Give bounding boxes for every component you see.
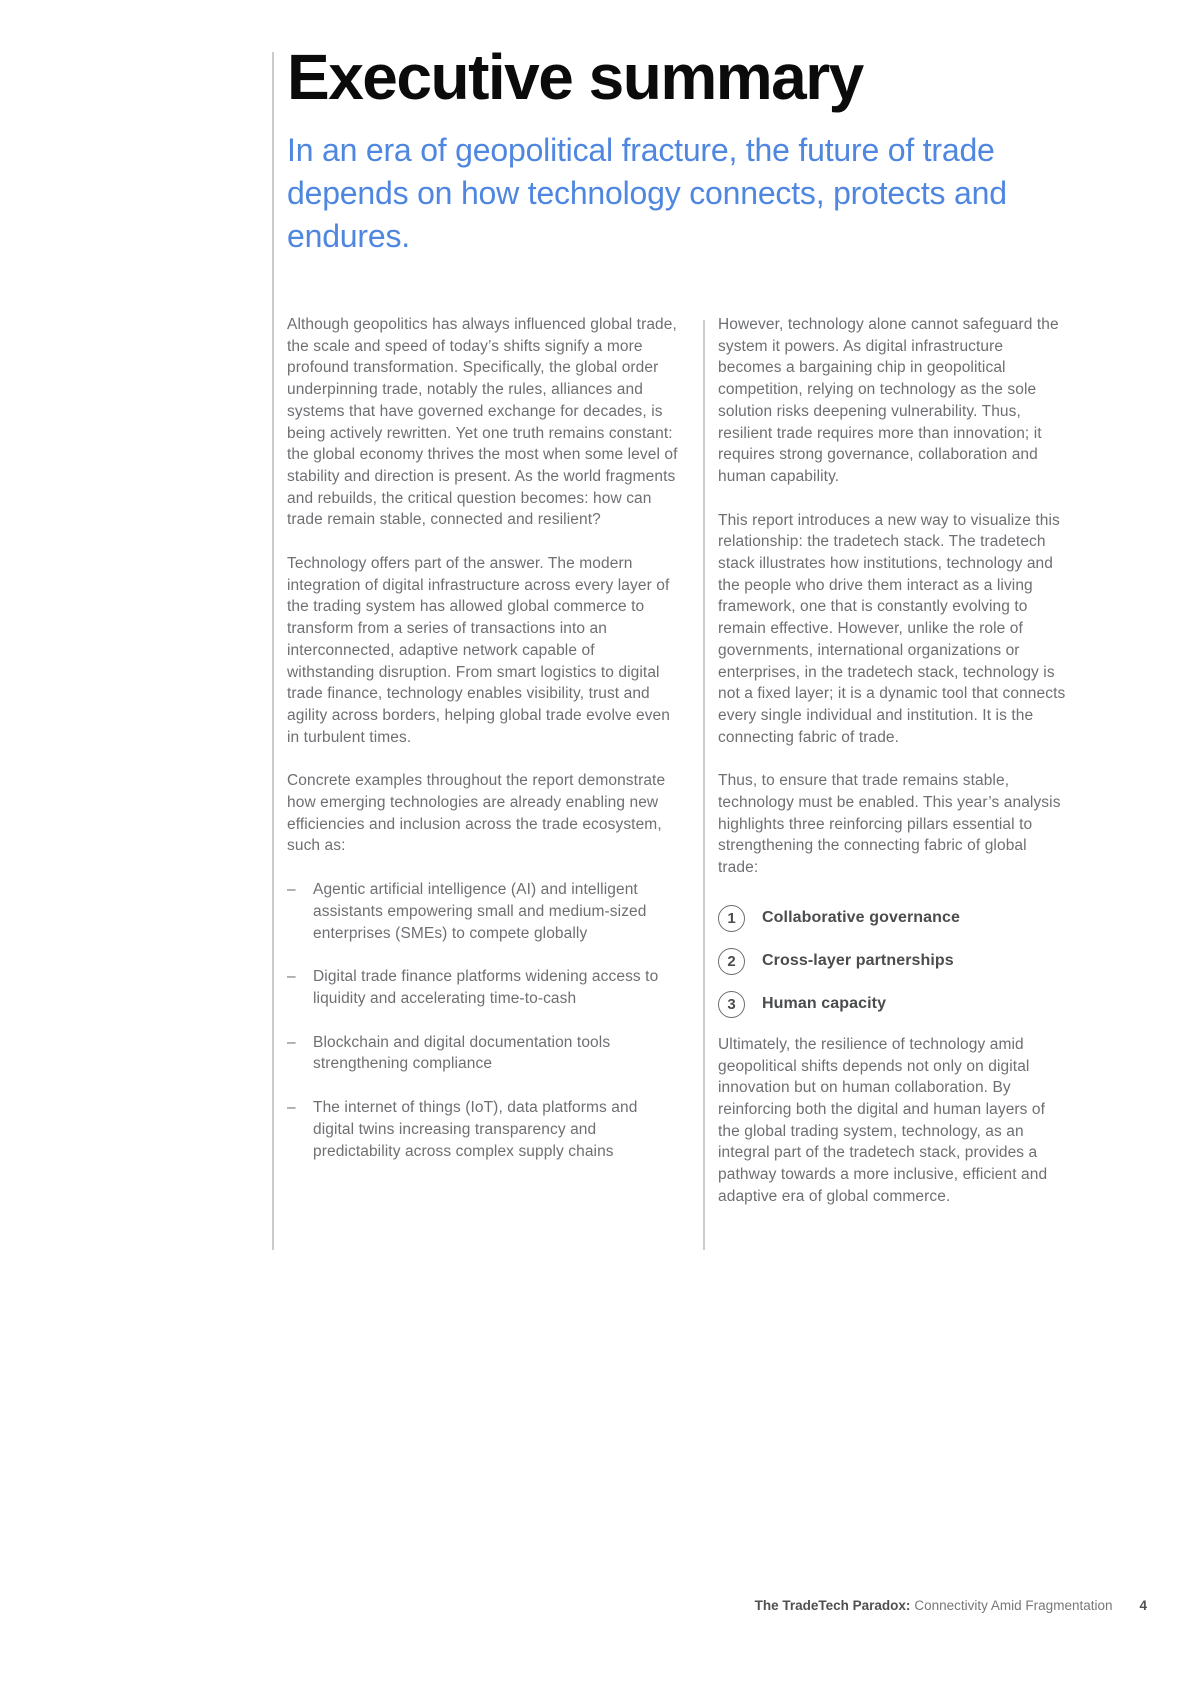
body-columns (287, 314, 1077, 1230)
list-item (287, 1097, 679, 1162)
pillar-number-badge: 3 (718, 991, 745, 1018)
pillar-item (718, 991, 1067, 1018)
list-item (287, 879, 679, 944)
title-block (287, 41, 1027, 258)
list-item-text: The internet of things (IoT), data platforms and digital twins increasing transparency and predictability across complex supply chains (313, 1099, 638, 1160)
pillar-number-badge: 2 (718, 948, 745, 975)
dash-marker: – (287, 1033, 296, 1051)
pillar-label: Cross-layer partnerships (762, 952, 954, 970)
dash-marker: – (287, 1099, 296, 1117)
pillar-list (718, 905, 1067, 1018)
list-item-text: Digital trade finance platforms widening access to liquidity and accelerating time-to-cash (313, 968, 659, 1007)
pillar-item (718, 948, 1067, 975)
dash-marker: – (287, 968, 296, 986)
dash-marker: – (287, 881, 296, 899)
page-number: 4 (1139, 1598, 1147, 1613)
report-subtitle: Connectivity Amid Fragmentation (914, 1598, 1113, 1613)
list-item-text: Agentic artificial intelligence (AI) and intelligent assistants empowering small and medium-sized enterprises (SMEs) to compete globally (313, 881, 647, 942)
paragraph: Ultimately, the resilience of technology amid geopolitical shifts depends not only on digital innovation but on human collaboration. By reinforcing both the digital and human layers of the global trading system, technology, as an integral part of the tradetech stack, provides a pathway towards a more inclusive, efficient and adaptive era of global commerce. (718, 1035, 1048, 1205)
right-column (718, 314, 1067, 1230)
page-subtitle: In an era of geopolitical fracture, the future of trade depends on how technology connects, protects and endures. (287, 132, 1007, 255)
list-item-text: Blockchain and digital documentation tools strengthening compliance (313, 1033, 611, 1073)
pillar-item (718, 905, 1067, 932)
list-item (287, 966, 679, 1009)
paragraph: Concrete examples throughout the report demonstrate how emerging technologies are already enabling new efficiencies and inclusion across the trade ecosystem, such as: (287, 772, 666, 855)
page-footer (755, 1598, 1147, 1613)
paragraph: Technology offers part of the answer. The modern integration of digital infrastructure across every layer of the trading system has allowed global commerce to transform from a series of transactions into an interconnected, adaptive network capable of withstanding disruption. From smart logistics to digital trade finance, technology enables visibility, trust and agility across borders, helping global trade evolve even in turbulent times. (287, 555, 670, 746)
paragraph: This report introduces a new way to visualize this relationship: the tradetech stack. The tradetech stack illustrates how institutions, technology and the people who drive them interact as a living framework, one that is constantly evolving to remain effective. However, unlike the role of governments, international organizations or enterprises, in the tradetech stack, technology is not a fixed layer; it is a dynamic tool that connects every single individual and institution. It is the connecting fabric of trade. (718, 511, 1066, 746)
pillar-label: Collaborative governance (762, 909, 961, 927)
bullet-list (287, 879, 679, 1162)
left-vertical-rule (272, 52, 274, 1250)
pillar-number-badge: 1 (718, 905, 745, 932)
paragraph: Thus, to ensure that trade remains stable, technology must be enabled. This year’s analysis highlights three reinforcing pillars essential to strengthening the connecting fabric of global trade: (718, 772, 1061, 877)
page-title: Executive summary (287, 41, 863, 113)
left-column (287, 314, 679, 1230)
list-item (287, 1032, 679, 1075)
paragraph: Although geopolitics has always influenced global trade, the scale and speed of today’s shifts signify a more profound transformation. Specifically, the global order underpinning trade, notably the rules, alliances and systems that have governed exchange for decades, is being actively rewritten. Yet one truth remains constant: the global economy thrives the most when some level of stability and direction is present. As the world fragments and rebuilds, the critical question becomes: how can trade remain stable, connected and resilient? (287, 316, 678, 529)
pillar-label: Human capacity (762, 995, 887, 1013)
report-title: The TradeTech Paradox: (754, 1598, 911, 1613)
paragraph: However, technology alone cannot safeguard the system it powers. As digital infrastructure becomes a bargaining chip in geopolitical competition, relying on technology as the sole solution risks deepening vulnerability. Thus, resilient trade requires more than innovation; it requires strong governance, collaboration and human capability. (718, 316, 1059, 485)
